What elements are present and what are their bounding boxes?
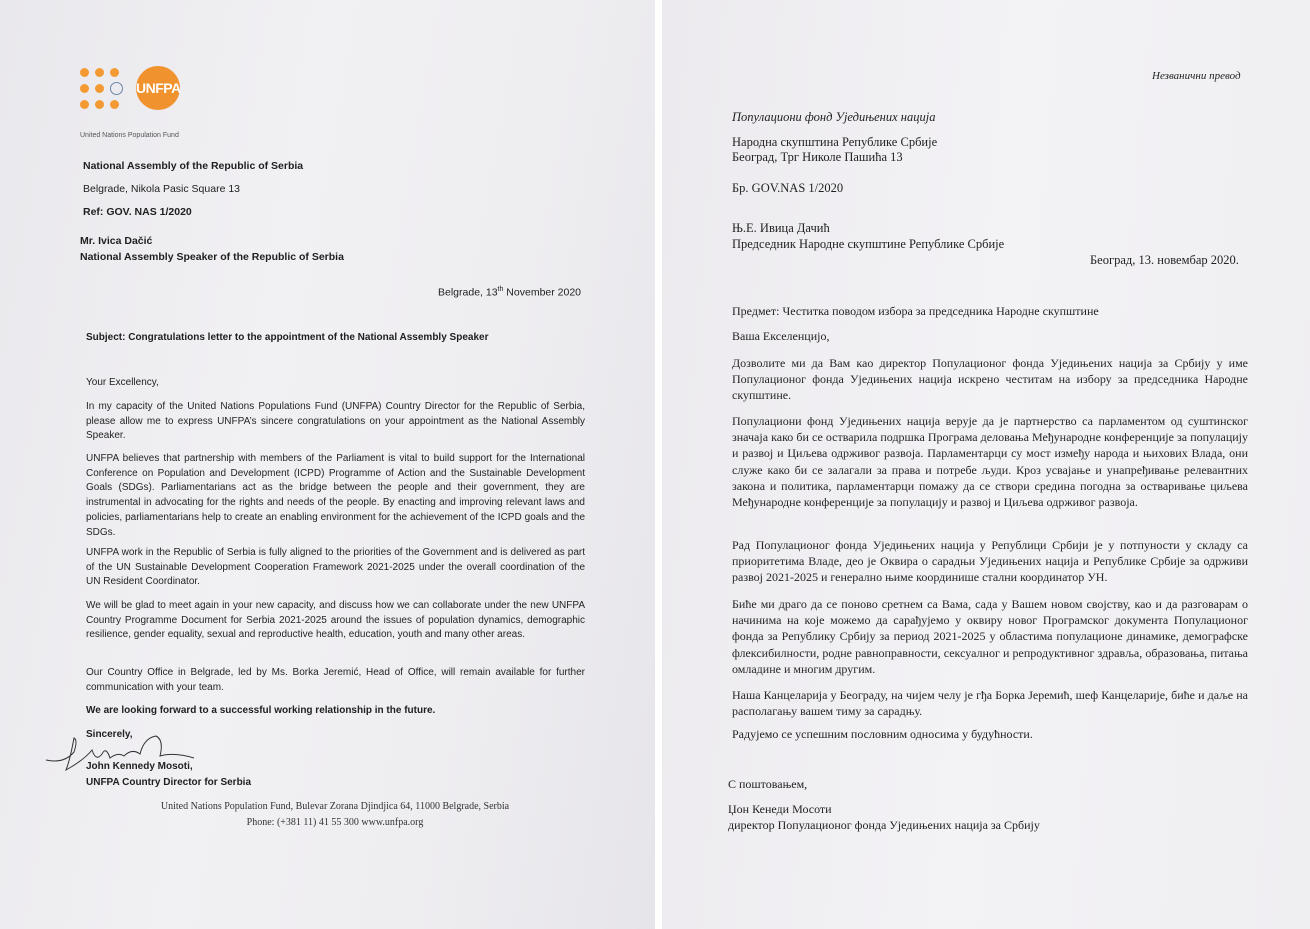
sr-letter-date: Београд, 13. новембар 2020. (1090, 253, 1239, 267)
sr-recipient-name: Њ.Е. Ивица Дачић (732, 221, 830, 235)
sr-signer-title: директор Популационог фонда Уједињених нација за Србију (728, 818, 1040, 832)
logo-dot (95, 84, 104, 93)
logo-dot (110, 100, 119, 109)
sr-reference-number: Бр. GOV.NAS 1/2020 (732, 181, 844, 195)
date-month-year: November 2020 (503, 286, 582, 299)
sr-body-paragraph-4: Биће ми драго да се поново сретнем са Вама, сада у Вашем новом својству, као и да разговарам о начинима на које можемо да сарађујемо у оквиру новог Програмског документа Популационог фонда за Републику Србију за период 2021-2025 у областима популационе динамике, демографске флексибилности, родне равноправности, сексуалног и репродуктивног здравља, образовања, питања омладине и многим другим. (732, 597, 1248, 676)
subject-line: Subject: Congratulations letter to the appointment of the National Assembly Speaker (86, 332, 489, 343)
footer-address: United Nations Population Fund, Bulevar Zorana Djindjica 64, 11000 Belgrade, Serbia (160, 801, 510, 812)
unofficial-translation-label: Незванични превод (1152, 70, 1241, 82)
closing-line: We are looking forward to a successful working relationship in the future. (86, 705, 436, 716)
sr-address-line-2: Београд, Трг Николе Пашића 13 (732, 150, 903, 164)
body-paragraph-1: In my capacity of the United Nations Populations Fund (UNFPA) Country Director for the Republic of Serbia, please allow me to express UNFPA’s sincere congratulations on your appointment as the National Assembly Speaker. (86, 401, 585, 442)
date-day: Belgrade, 13 (438, 286, 498, 299)
logo-subtitle: United Nations Population Fund (80, 132, 179, 139)
org-name: Популациони фонд Уједињених нација (732, 110, 936, 124)
sr-signer-name: Џон Кенеди Мосоти (728, 802, 832, 816)
letter-date (438, 286, 581, 299)
footer-contact: Phone: (+381 11) 41 55 300 www.unfpa.org (246, 817, 424, 828)
salutation: Your Excellency, (86, 377, 159, 388)
logo-dot (80, 84, 89, 93)
sr-body-paragraph-3: Рад Популационог фонда Уједињених нација у Републици Србији је у потпуности у складу са приоритетима Владе, део је Оквира о сарадњи Уједињених нација и Републике Србије за одрживи развој 2021-2025 и генерално њиме координише стални координатор УН. (732, 538, 1248, 585)
logo-dot (80, 68, 89, 77)
date-suffix: th (497, 286, 504, 293)
sr-subject-line: Предмет: Честитка поводом избора за председника Народне скупштине (732, 304, 1099, 318)
logo-dot (110, 68, 119, 77)
sr-address-line-1: Народна скупштина Републике Србије (732, 135, 938, 149)
body-paragraph-2: UNFPA believes that partnership with members of the Parliament is vital to build support for the International Conference on Population and Development (ICPD) Programme of Action and the Sustainable Development Goals (SDGs). Parliamentarians act as the bridge between the people and their government, they are instrumental in advocating for the rights and needs of the people. By enacting and improving relevant laws and policies, parliamentarians help to create an enabling environment for the achievement of the ICPD goals and the SDGs. (86, 453, 585, 538)
logo-wordmark: UNFPA (136, 66, 180, 110)
sr-closing-line: Радујемо се успешним пословним односима у будућности. (732, 727, 1033, 741)
body-paragraph-5: Our Country Office in Belgrade, led by Ms. Borka Jeremić, Head of Office, will remain available for further communication with your team. (86, 667, 585, 693)
body-paragraph-3: UNFPA work in the Republic of Serbia is fully aligned to the priorities of the Government and is delivered as part of the UN Sustainable Development Cooperation Framework 2021-2025 under the overall coordination of the UN Resident Coordinator. (86, 547, 585, 588)
address-line-1: National Assembly of the Republic of Serbia (83, 160, 304, 172)
recipient-name: Mr. Ivica Dačić (80, 235, 153, 247)
sincerely: Sincerely, (86, 729, 133, 740)
sr-body-paragraph-1: Дозволите ми да Вам као директор Популационог фонда Уједињених нација за Србију у име Популационог фонда Уједињених нација искрено честитам на избору за председника Народне скупштине. (732, 356, 1248, 403)
unfpa-logo (80, 66, 180, 112)
sr-body-paragraph-2: Популациони фонд Уједињених нација верује да је партнерство са парламентом од суштинског значаја како би се остварила подршка Програма деловања Међународне конференције за популацију и развој и Циљева одрживог развоја. Парламентарци су мост између народа и њихових Влада, они служе како би се залагали за права и потребе људи. Кроз усвајање и унапређивање релевантних закона и политика, парламентарци помажу да се створи средина погодна за остваривање циљева Међународне конференције за популацију и развој и Циљева одрживог развоја. (732, 414, 1248, 510)
signer-name: John Kennedy Mosoti, (86, 761, 193, 772)
logo-dot (95, 100, 104, 109)
sr-recipient-title: Председник Народне скупштине Републике Србије (732, 237, 1005, 251)
reference-number: Ref: GOV. NAS 1/2020 (83, 206, 192, 218)
sr-body-paragraph-5: Наша Канцеларија у Београду, на чијем челу је гђа Борка Јеремић, шеф Канцеларије, биће и даље на располагању вашем тиму за сарадњу. (732, 688, 1248, 719)
un-globe-icon (110, 82, 123, 95)
sr-regards: С поштовањем, (728, 777, 808, 791)
logo-dot (80, 100, 89, 109)
sr-salutation: Ваша Екселенцијо, (732, 329, 830, 343)
address-line-2: Belgrade, Nikola Pasic Square 13 (83, 183, 241, 195)
body-paragraph-4: We will be glad to meet again in your new capacity, and discuss how we can collaborate under the new UNFPA Country Programme Document for Serbia 2021-2025 around the issues of population dynamics, demographic resilience, gender equality, sexual and reproductive health, education, youth and many other areas. (86, 600, 585, 641)
signer-title: UNFPA Country Director for Serbia (86, 777, 252, 788)
page-divider (655, 0, 662, 929)
logo-dot (95, 68, 104, 77)
recipient-title: National Assembly Speaker of the Republic of Serbia (80, 251, 344, 263)
